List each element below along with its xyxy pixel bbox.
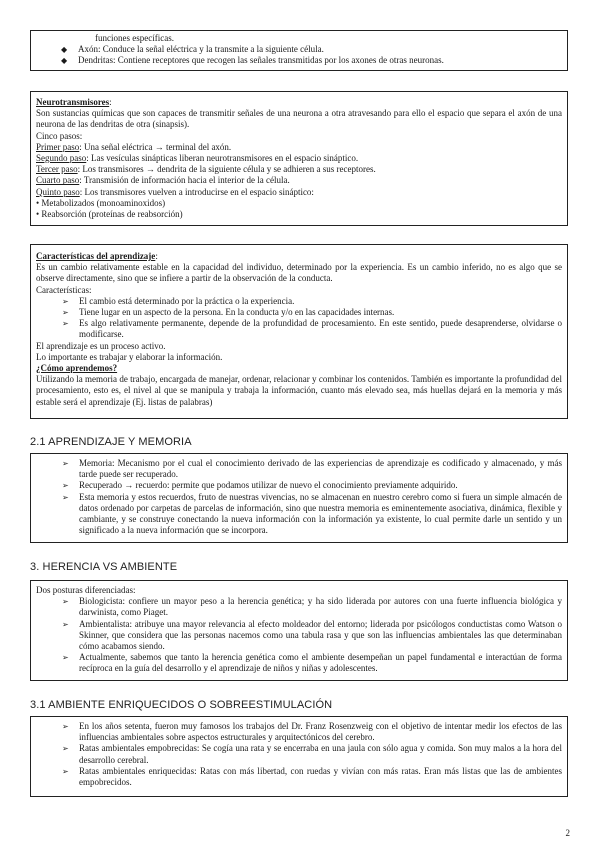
arrow-bullet-icon: ➢ [62,744,69,754]
list-item: ➢ Ratas ambientales enriquecidas: Ratas con más libertad, con ruedas y vivían con más ratas. Eran más listas que las de ambientes empobrecidos. [62,765,562,788]
list-item: ➢ Es algo relativamente permanente, depende de la profundidad de procesamiento. En este sentido, puede desaprenderse, olvidarse o modificarse. [62,318,562,340]
arrow-bullet-icon: ➢ [62,653,69,663]
list-item: ➢ Ratas ambientales empobrecidas: Se cogía una rata y se encerraba en una jaula con sólo agua y comida. Son muy malos a la hora del desarrollo cerebral. [62,743,562,765]
step-line: Tercer paso: Los transmisores → dendrita de la siguiente célula y se adhieren a sus receptores. [36,164,376,175]
section-heading-herencia-ambiente: 3. HERENCIA VS AMBIENTE [30,561,178,573]
arrow-bullet-icon: ➢ [62,319,69,329]
step-line: Segundo paso: Las vesículas sinápticas liberan neurotransmisores en el espacio sináptico. [36,153,359,164]
list-item: ➢ El cambio está determinado por la práctica o la experiencia. [62,295,295,306]
list-item: ➢ Recuperado → recuerdo: permite que podamos utilizar de nuevo el conocimiento previamente adquirido. [62,480,458,491]
list-item: ◆ Axón: Conduce la señal eléctrica y la transmite a la siguiente célula. [61,44,324,55]
arrow-bullet-icon: ➢ [62,492,69,502]
step-line: Quinto paso: Los transmisores vuelven a introducirse en el espacio sináptico: [36,186,314,197]
list-item: ➢ Biologicista: confiere un mayor peso a la herencia genética; y ha sido liderada por autores con una fuerte influencia biológica y darwinista, como Piaget. [62,596,562,618]
arrow-bullet-icon: ➢ [62,308,69,318]
paragraph: Dos posturas diferenciadas: [36,585,136,595]
page-number: 2 [565,828,570,838]
question-heading: ¿Cómo aprendemos? [36,363,118,374]
arrow-bullet-icon: ➢ [62,481,69,491]
arrow-bullet-icon: ➢ [62,619,69,629]
steps-label: Cinco pasos: [36,130,83,141]
section-title: Características del aprendizaje [36,251,156,261]
box0-line: funciones específicas. [95,33,174,43]
arrow-bullet-icon: ➢ [62,722,69,731]
list-item: ➢ Tiene lugar en un aspecto de la persona. En la conducta y/o en las capacidades internas. [62,307,395,318]
section-heading-aprendizaje-memoria: 2.1 APRENDIZAJE Y MEMORIA [30,436,192,448]
arrow-bullet-icon: ➢ [62,597,69,607]
memory-box [30,453,568,543]
step-line: Primer paso: Una señal eléctrica → terminal del axón. [36,141,232,152]
section-heading-ambiente-enriquecidos: 3.1 AMBIENTE ENRIQUECIDOS O SOBREESTIMULACIÓN [30,699,333,711]
step-line: Cuarto paso: Transmisión de información hacia el interior de la célula. [36,175,290,186]
list-item: ➢ Esta memoria y estos recuerdos, fruto de nuestras vivencias, no se almacenan en nuestro cerebro como si fuera un simple almacén de datos ordenado por carpetas de parcelas de información, sino que nuestra memoria es eminentemente asociativa, dinámica, flexible y cambiante, y se construye conectando la nueva información con la información ya existente, lo cual permite darle un sentido y un significado a la nueva información que se incorpora. [62,491,562,536]
sub-item: • Metabolizados (monoaminoxidos) [36,197,166,208]
list-item: ➢ En los años setenta, fueron muy famosos los trabajos del Dr. Franz Rosenzweig con el objetivo de intentar medir los efectos de las influencias ambientales sobre aspectos estructurales y arquitectónicos del cerebro. [62,721,562,743]
diamond-icon: ◆ [61,45,68,55]
sub-item: • Reabsorción (proteínas de reabsorción) [36,209,183,220]
list-item: ➢ Ambientalista: atribuye una mayor relevancia al efecto moldeador del entorno; liderada por psicólogos conductistas como Watson o Skinner, que considera que las personas nacemos como una tabula rasa y que son las influencias ambientales las que determinaban cómo acabamos siendo. [62,618,562,652]
diamond-icon: ◆ [61,56,68,66]
list-item: ➢ Actualmente, sabemos que tanto la herencia genética como el ambiente desempeñan un papel fundamental e interactúan de forma recíproca en la guía del desarrollo y el aprendizaje de niños y niñas y adolescentes. [62,652,562,674]
paragraph: Son sustancias químicas que son capaces de transmitir señales de una neurona a otra atravesando para ello el espacio que separa el axón de una neurona de las dendritas de otra (sinapsis). [36,108,562,130]
paragraph: Lo importante es trabajar y elaborar la información. [36,351,223,362]
characteristics-label: Características: [36,284,92,295]
section-title: Neurotransmisores [36,97,110,107]
heredity-box [30,580,568,681]
arrow-bullet-icon: ➢ [62,459,69,468]
neuron-parts-box [30,30,568,71]
paragraph: Utilizando la memoria de trabajo, encargada de manejar, ordenar, relacionar y combinar los contenidos. También es importante la profundidad del procesamiento, esto es, el nivel al que se manipula y trabaja la información, cuanto más elevado sea, más huellas dejará en la memoria y más estable será el aprendizaje (Ej. listas de palabras) [36,374,562,407]
paragraph: Es un cambio relativamente estable en la capacidad del individuo, determinado por la experiencia. Es un cambio inferido, no es algo que se observe directamente, sino que se infiere a partir de la observación de la conducta. [36,262,562,284]
enriched-environment-box [30,716,568,797]
learning-characteristics-box: Características del aprendizaje: Es un cambio relativamente estable en la capacidad del individuo, determinado por la experiencia. Es un cambio inferido, no es algo que se observe directamente, sino que se infiere a partir de la observación de la conducta. Características: ➢ El cambio está determinado por la práctica o la experiencia. ➢ Tiene lugar en un aspecto de la persona. En la conducta y/o en las capacidades internas. ➢ Es algo relativamente permanente, depende de la profundidad de procesamiento. En este sentido, puede desaprenderse, olvidarse o modificarse. El aprendizaje es un proceso activo. Lo importante es trabajar y elaborar la información. ¿Cómo aprendemos? Utilizando la memoria de trabajo, encargada de manejar, ordenar, relacionar y combinar los contenidos. También es importante la profundidad del procesamiento, esto es, el nivel al que se manipula y trabaja la información, cuanto más elevado sea, más huellas dejará en la memoria y más estable será el aprendizaje (Ej. listas de palabras) [30,244,568,419]
paragraph: El aprendizaje es un proceso activo. [36,340,166,351]
neurotransmitters-box: Neurotransmisores: Son sustancias químicas que son capaces de transmitir señales de una neurona a otra atravesando para ello el espacio que separa el axón de una neurona de las dendritas de otra (sinapsis). Cinco pasos: Primer paso: Una señal eléctrica → terminal del axón. Segundo paso: Las vesículas sinápticas liberan neurotransmisores en el espacio sináptico. Tercer paso: Los transmisores → dendrita de la siguiente célula y se adhieren a sus receptores. Cuarto paso: Transmisión de información hacia el interior de la célula. Quinto paso: Los transmisores vuelven a introducirse en el espacio sináptico: • Metabolizados (monoaminoxidos) • Reabsorción (proteínas de reabsorción) [30,91,568,226]
list-item: ➢ Memoria: Mecanismo por el cual el conocimiento derivado de las experiencias de aprendizaje es codificado y almacenado, y más tarde puede ser recuperado. [62,458,562,480]
arrow-bullet-icon: ➢ [62,766,69,776]
list-item: ◆ Dendritas: Contiene receptores que recogen las señales transmitidas por los axones de otras neuronas. [61,55,444,66]
arrow-bullet-icon: ➢ [62,296,69,306]
